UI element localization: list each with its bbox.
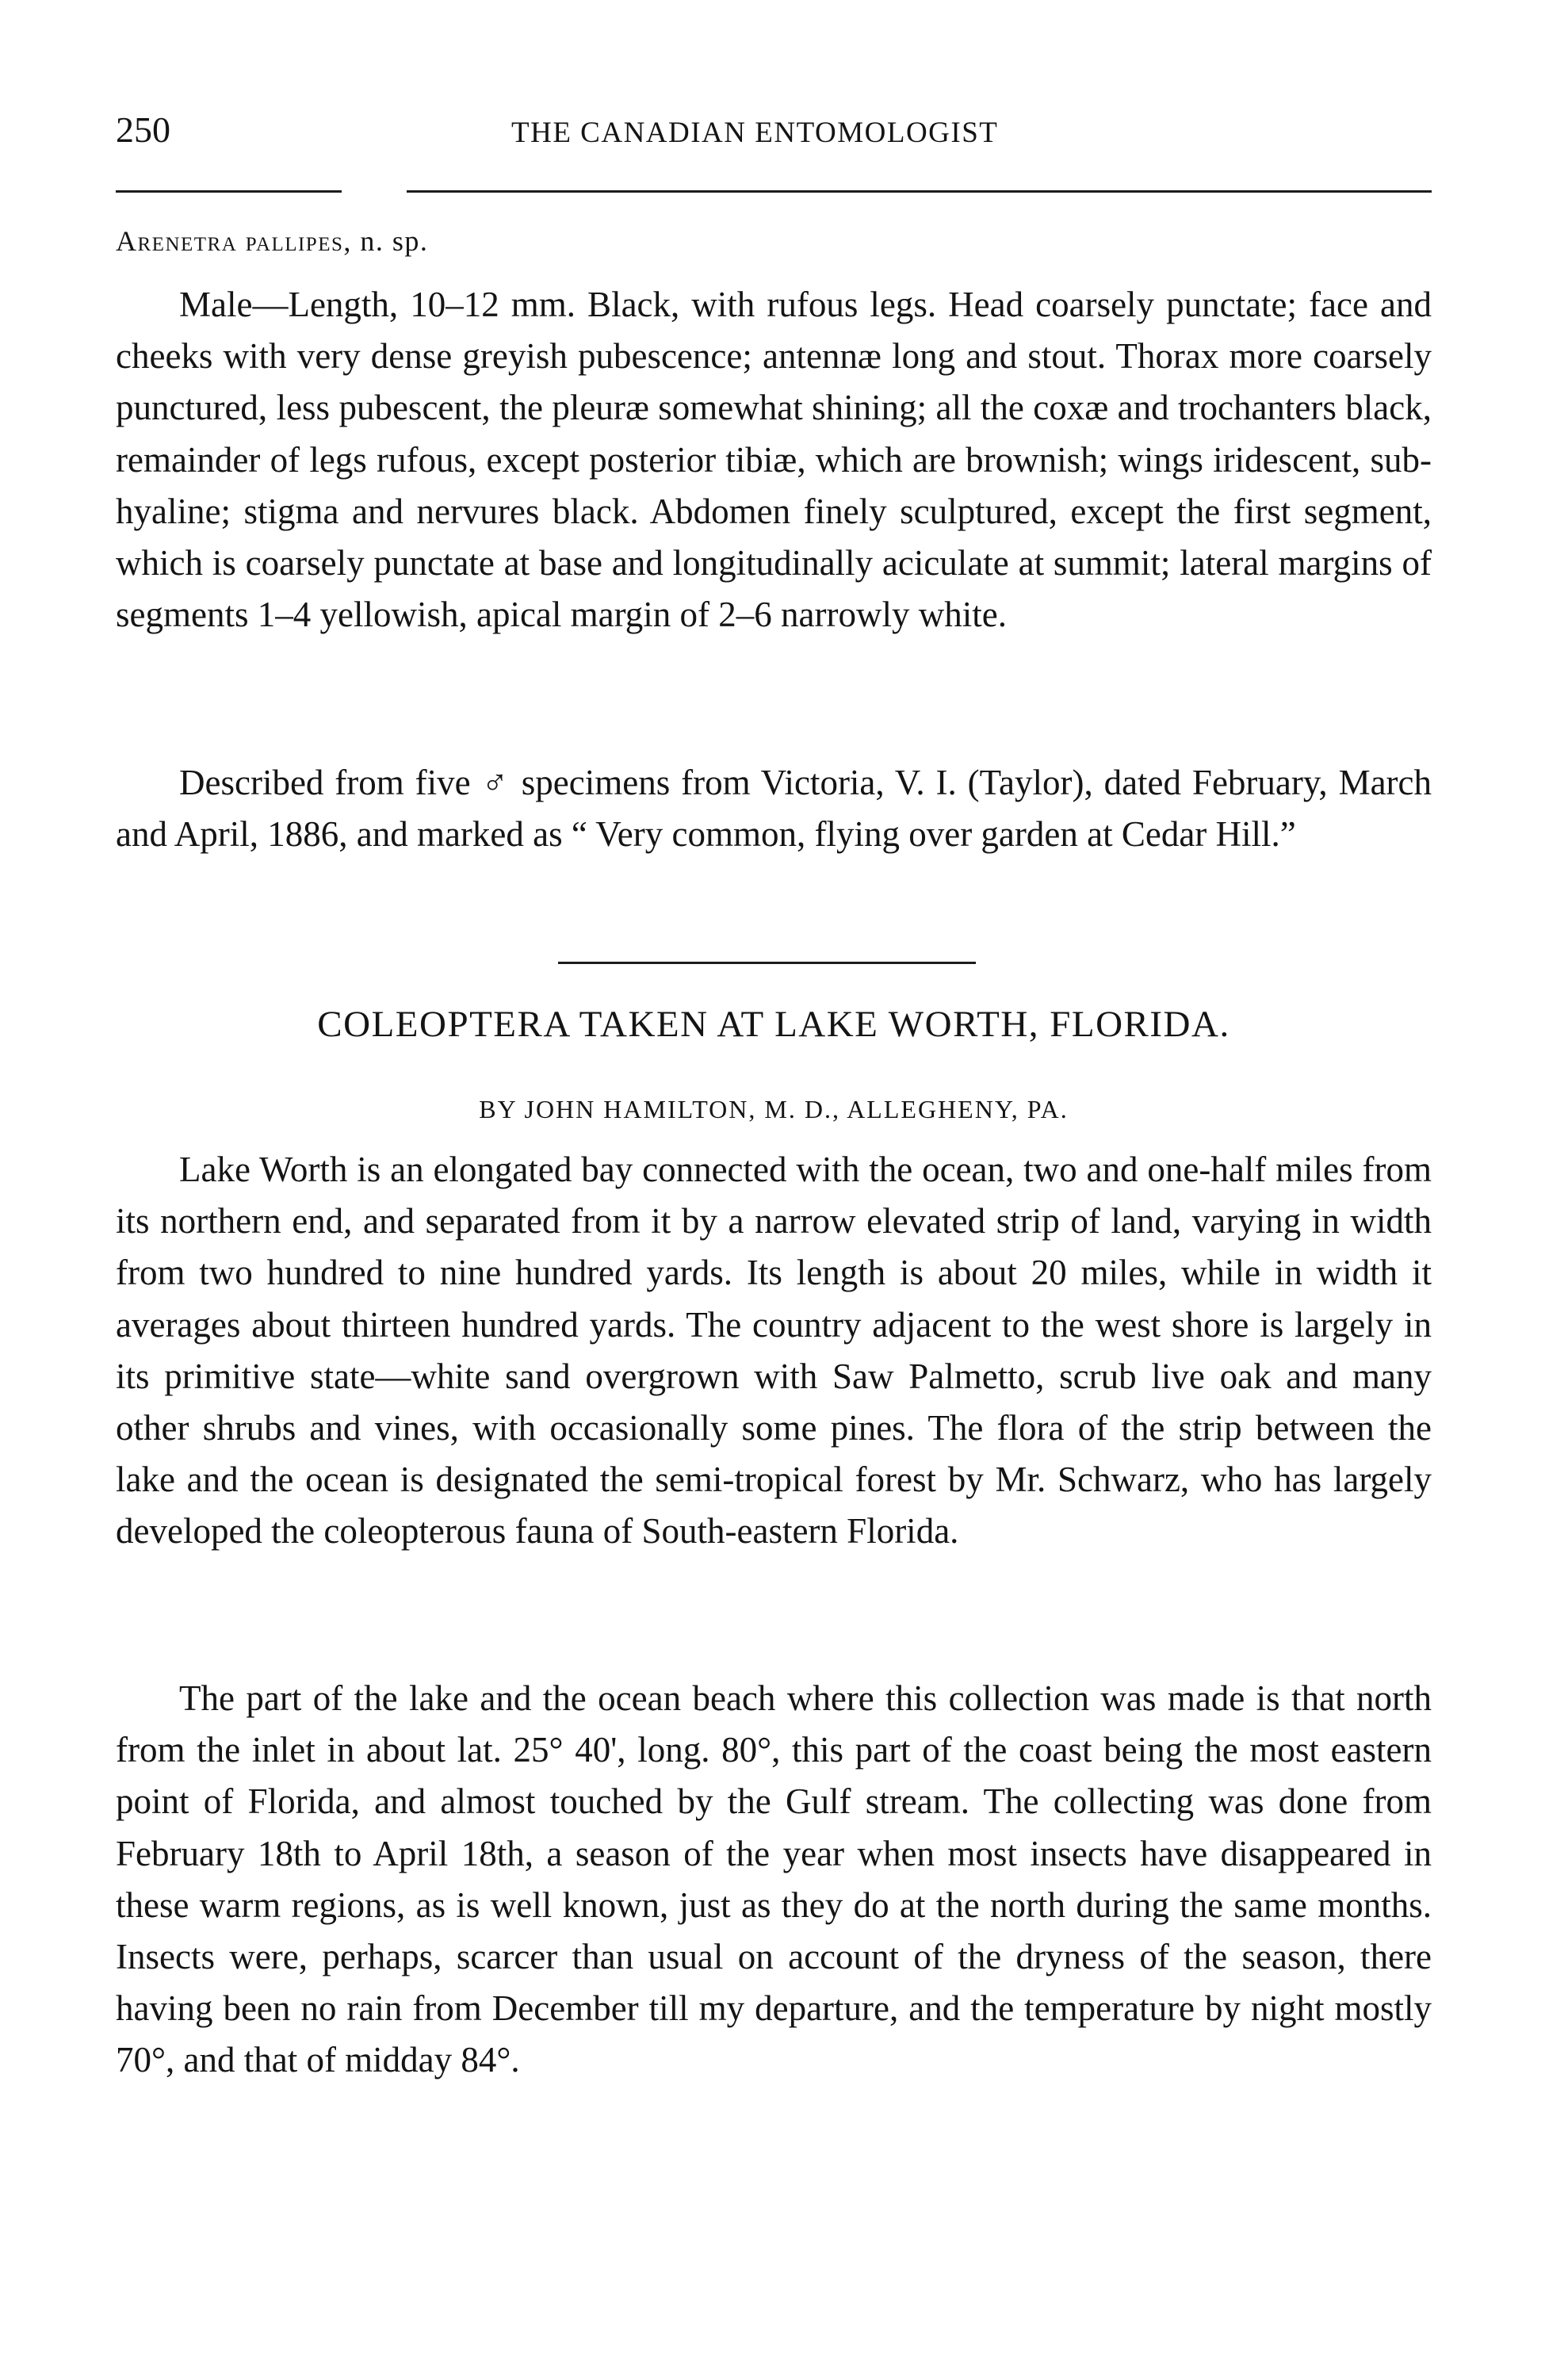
page-header [116,109,1432,157]
species-heading [116,222,428,260]
species-source [116,757,1432,860]
male-symbol: ♂ [481,763,511,802]
species-designation: , n. sp. [343,225,429,257]
species-name: pallipes [245,225,344,257]
species-description: Male—Length, 10–12 mm. Black, with rufous legs. Head coarsely punctate; face and cheeks with very dense greyish pubescence; antennæ long and stout. Thorax more coarsely punctured, less pubescent, the pleuræ somewhat shining; all the coxæ and trochanters black, remainder of legs rufous, except posterior tibiæ, which are brownish; wings iridescent, sub-hyaline; stigma and nervures black. Abdomen finely sculptured, except the first segment, which is coarsely punctate at base and longitudinally aciculate at summit; lateral margins of segments 1–4 yellowish, apical margin of 2–6 narrowly white. [116,285,1432,635]
running-head: THE CANADIAN ENTOMOLOGIST [511,117,999,149]
section-divider [558,962,976,964]
article-byline: BY JOHN HAMILTON, M. D., ALLEGHENY, PA. [479,1095,1069,1123]
article-paragraph-2: The part of the lake and the ocean beach where this collection was made is that north from the inlet in about lat. 25° 40', long. 80°, this part of the coast being the most eastern point of Florida, and almost touched by the Gulf stream. The collecting was done from February 18th to April 18th, a season of the year when most insects have disappeared in these warm regions, as is well known, just as they do at the north during the same months. Insects were, perhaps, scarcer than usual on account of the dryness of the season, there having been no rain from December till my departure, and the temperature by night mostly 70°, and that of midday 84°. [116,1678,1432,2080]
article-title: COLEOPTERA TAKEN AT LAKE WORTH, FLORIDA. [317,1004,1230,1045]
species-source-block [116,757,1432,860]
page-number: 250 [116,109,170,150]
species-description-block [116,279,1432,641]
source-text-start: Described from five [179,763,482,802]
article-paragraph-2-block [116,1673,1432,2087]
header-rule [116,190,1432,193]
book-page [116,0,1432,2380]
header-rule-gap [342,187,407,195]
genus-name: Arenetra [116,225,238,257]
article-paragraph-1-block [116,1144,1432,1558]
source-text-end: specimens from Victoria, V. I. (Taylor), dated February, March and April, 1886, and marked as “ Very common, flying over garden at Cedar Hill.” [116,763,1432,855]
article-paragraph-1: Lake Worth is an elongated bay connected with the ocean, two and one-half miles from its northern end, and separated from it by a narrow elevated strip of land, varying in width from two hundred to nine hundred yards. Its length is about 20 miles, while in width it averages about thirteen hundred yards. The country adjacent to the west shore is largely in its primitive state—white sand overgrown with Saw Palmetto, scrub live oak and many other shrubs and vines, with occasionally some pines. The flora of the strip between the lake and the ocean is designated the semi-tropical forest by Mr. Schwarz, who has largely developed the coleopterous fauna of South-eastern Florida. [116,1150,1432,1552]
